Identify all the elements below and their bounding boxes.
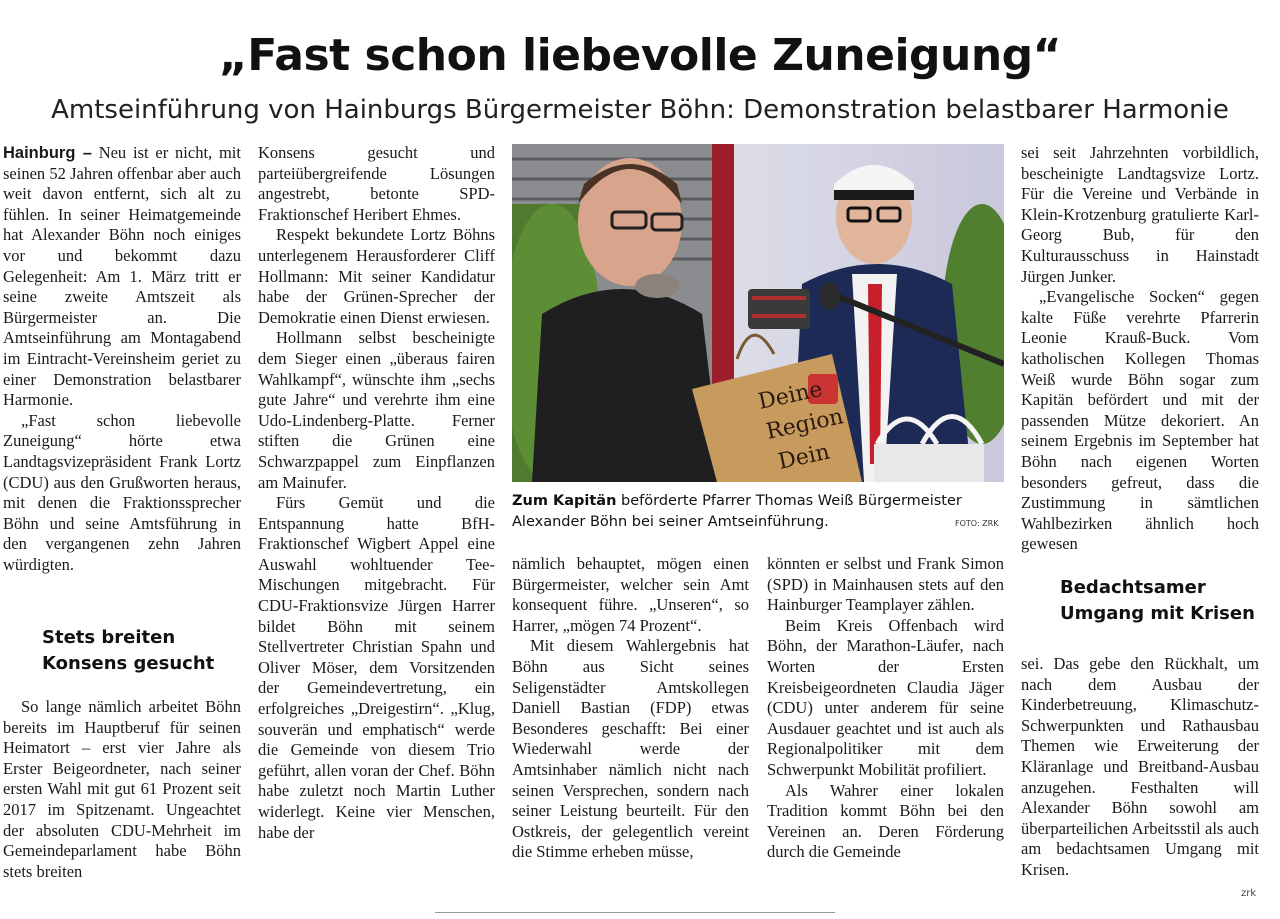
subheadline: Amtseinführung von Hainburgs Bürgermeister Böhn: Demonstration belastbarer Harmonie — [51, 95, 1229, 125]
photo-image — [512, 144, 1004, 482]
article-column-2 — [258, 143, 495, 843]
paragraph: So lange nämlich arbeitet Böhn bereits im Hauptberuf für seinen Heimatort – erst vier Jahre als Erster Beigeordneter, nach seiner ersten Wahl mit gut 61 Prozent seit 2017 im Spitzenamt. Ungeachtet der absoluten CDU-Mehrheit im Gemeindeparlament habe Böhn stets breiten — [3, 697, 241, 881]
dateline: Hainburg – — [3, 144, 92, 162]
paragraph: Hainburg – Neu ist er nicht, mit seinen 52 Jahren offenbar aber auch weit davon entfernt, sich alt zu fühlen. In seiner Heimatgemeinde hat Alexander Böhn noch einiges vor und bekommt dazu Gelegenheit: Am 1. März tritt er seine zweite Amtszeit als Bürgermeister an. Die Amtseinführung am Montagabend im Eintracht-Vereinsheim geriet zu einer Demonstration belastbarer Harmonie. — [3, 143, 241, 410]
photo-credit: FOTO: ZRK — [955, 519, 999, 528]
paragraph: Mit diesem Wahlergebnis hat Böhn aus Sicht seines Seligenstädter Amtskollegen Daniell Bastian (FDP) etwas Besonderes geschafft: Bei einer Wiederwahl werde der Amtsinhaber nämlich nicht nach seinen Versprechen, sondern nach seiner Leistung beurteilt. Für den Ostkreis, der gelegentlich vereint die Stimme erheben müsse, — [512, 636, 749, 862]
article-column-5 — [1021, 143, 1259, 555]
article-column-1 — [3, 143, 241, 575]
article-column-5-cont — [1021, 654, 1259, 881]
intertitle-1: Stets breiten Konsens gesucht — [42, 627, 215, 674]
paragraph: „Fast schon liebevolle Zuneigung“ hörte etwa Landtagsvizepräsident Frank Lortz (CDU) aus den Grußworten heraus, mit denen die Fraktionssprecher Böhn und seine Amtsführung in den vergangenen zehn Jahren würdigten. — [3, 410, 241, 574]
caption-text: beförderte Pfarrer Thomas Weiß Bürgermeister Alexander Böhn bei seiner Amtseinführung. — [512, 493, 962, 530]
paragraph: Fürs Gemüt und die Entspannung hatte BfH-Fraktionschef Wigbert Appel eine Auswahl wohltuender Tee-Mischungen mitgebracht. Für CDU-Fraktionsvize Jürgen Harrer bildet Böhn mit seinem Stellvertreter Christian Spahn und Oliver Möser, dem Vorsitzenden der Gemeindevertretung, ein erfolgreiches „Dreigestirn“. „Klug, souverän und emphatisch“ werde die Gemeinde von diesem Trio geführt, allen voran der Chef. Böhn habe zuletzt noch Martin Luther widerlegt. Keine vier Menschen, habe der — [258, 493, 495, 842]
photo-caption — [512, 491, 1004, 533]
paragraph: Respekt bekundete Lortz Böhns unterlegenem Herausforderer Cliff Hollmann: Mit seiner Kandidatur habe der Grünen-Sprecher der Demokratie einen Dienst erwiesen. — [258, 225, 495, 327]
paragraph: könnten er selbst und Frank Simon (SPD) in Mainhausen stets auf den Hainburger Teamplayer zählen. — [767, 554, 1004, 615]
bottom-rule — [435, 912, 835, 913]
paragraph: sei seit Jahrzehnten vorbildlich, bescheinigte Landtagsvize Lortz. Für die Vereine und Verbände in Klein-Krotzenburg gratulierte Karl-Georg Bub, für den Kulturausschuss in Hainstadt Jürgen Junker. — [1021, 143, 1259, 286]
paragraph: Konsens gesucht und parteiübergreifende Lösungen angestrebt, betonte SPD-Fraktionschef Heribert Ehmes. — [258, 143, 495, 224]
headline: „Fast schon liebevolle Zuneigung“ — [218, 30, 1062, 81]
article-column-3 — [512, 554, 749, 863]
bag-text-3: Dein — [776, 439, 832, 475]
paragraph: nämlich behauptet, mögen einen Bürgermeister, welcher sein Amt konsequent führe. „Unseren“, so Harrer, „mögen 74 Prozent“. — [512, 554, 749, 635]
author-signature: zrk — [1241, 888, 1257, 899]
caption-lead: Zum Kapitän — [512, 493, 617, 509]
article-photo — [512, 144, 1004, 482]
article-column-4 — [767, 554, 1004, 863]
paragraph: Als Wahrer einer lokalen Tradition kommt Böhn bei den Vereinen an. Deren Förderung durch die Gemeinde — [767, 780, 1004, 862]
paragraph: sei. Das gebe den Rückhalt, um nach dem Ausbau der Kinderbetreuung, Klimaschutz-Schwerpunkten und Rathausbau Themen wie Erweiterung der Kläranlage und Breitband-Ausbau anzugehen. Festhalten will Alexander Böhn sowohl am überparteilichen Arbeitsstil als auch am bedachtsamen Umgang mit Krisen. — [1021, 654, 1259, 879]
paragraph: „Evangelische Socken“ gegen kalte Füße verehrte Pfarrerin Leonie Krauß-Buck. Vom katholischen Kollegen Thomas Weiß wurde Böhn sogar zum Kapitän befördert und mit der passenden Mütze dekoriert. An seinem Ergebnis im September hat Böhn nach eigenen Worten besonders gefreut, dass die Zustimmung in sämtlichen Wahlbezirken ähnlich hoch gewesen — [1021, 287, 1259, 554]
paragraph: Hollmann selbst bescheinigte dem Sieger einen „überaus fairen Wahlkampf“, wünschte ihm „sechs gute Jahre“ und verehrte ihm eine Udo-Lindenberg-Platte. Ferner stiften die Grünen eine Schwarzpappel zum Einpflanzen am Mainufer. — [258, 328, 495, 492]
bag-text-1: Deine — [756, 376, 825, 415]
intertitle-2: Bedachtsamer Umgang mit Krisen — [1060, 577, 1255, 624]
bag-text-2: Region — [764, 404, 846, 445]
paragraph: Beim Kreis Offenbach wird Böhn, der Marathon-Läufer, nach Worten der Ersten Kreisbeigeordneten Claudia Jäger (CDU) unter anderem für seine Ausdauer geachtet und ist auch als Regionalpolitiker mit dem Schwerpunkt Mobilität profiliert. — [767, 615, 1004, 779]
article-column-1-cont — [3, 697, 241, 882]
